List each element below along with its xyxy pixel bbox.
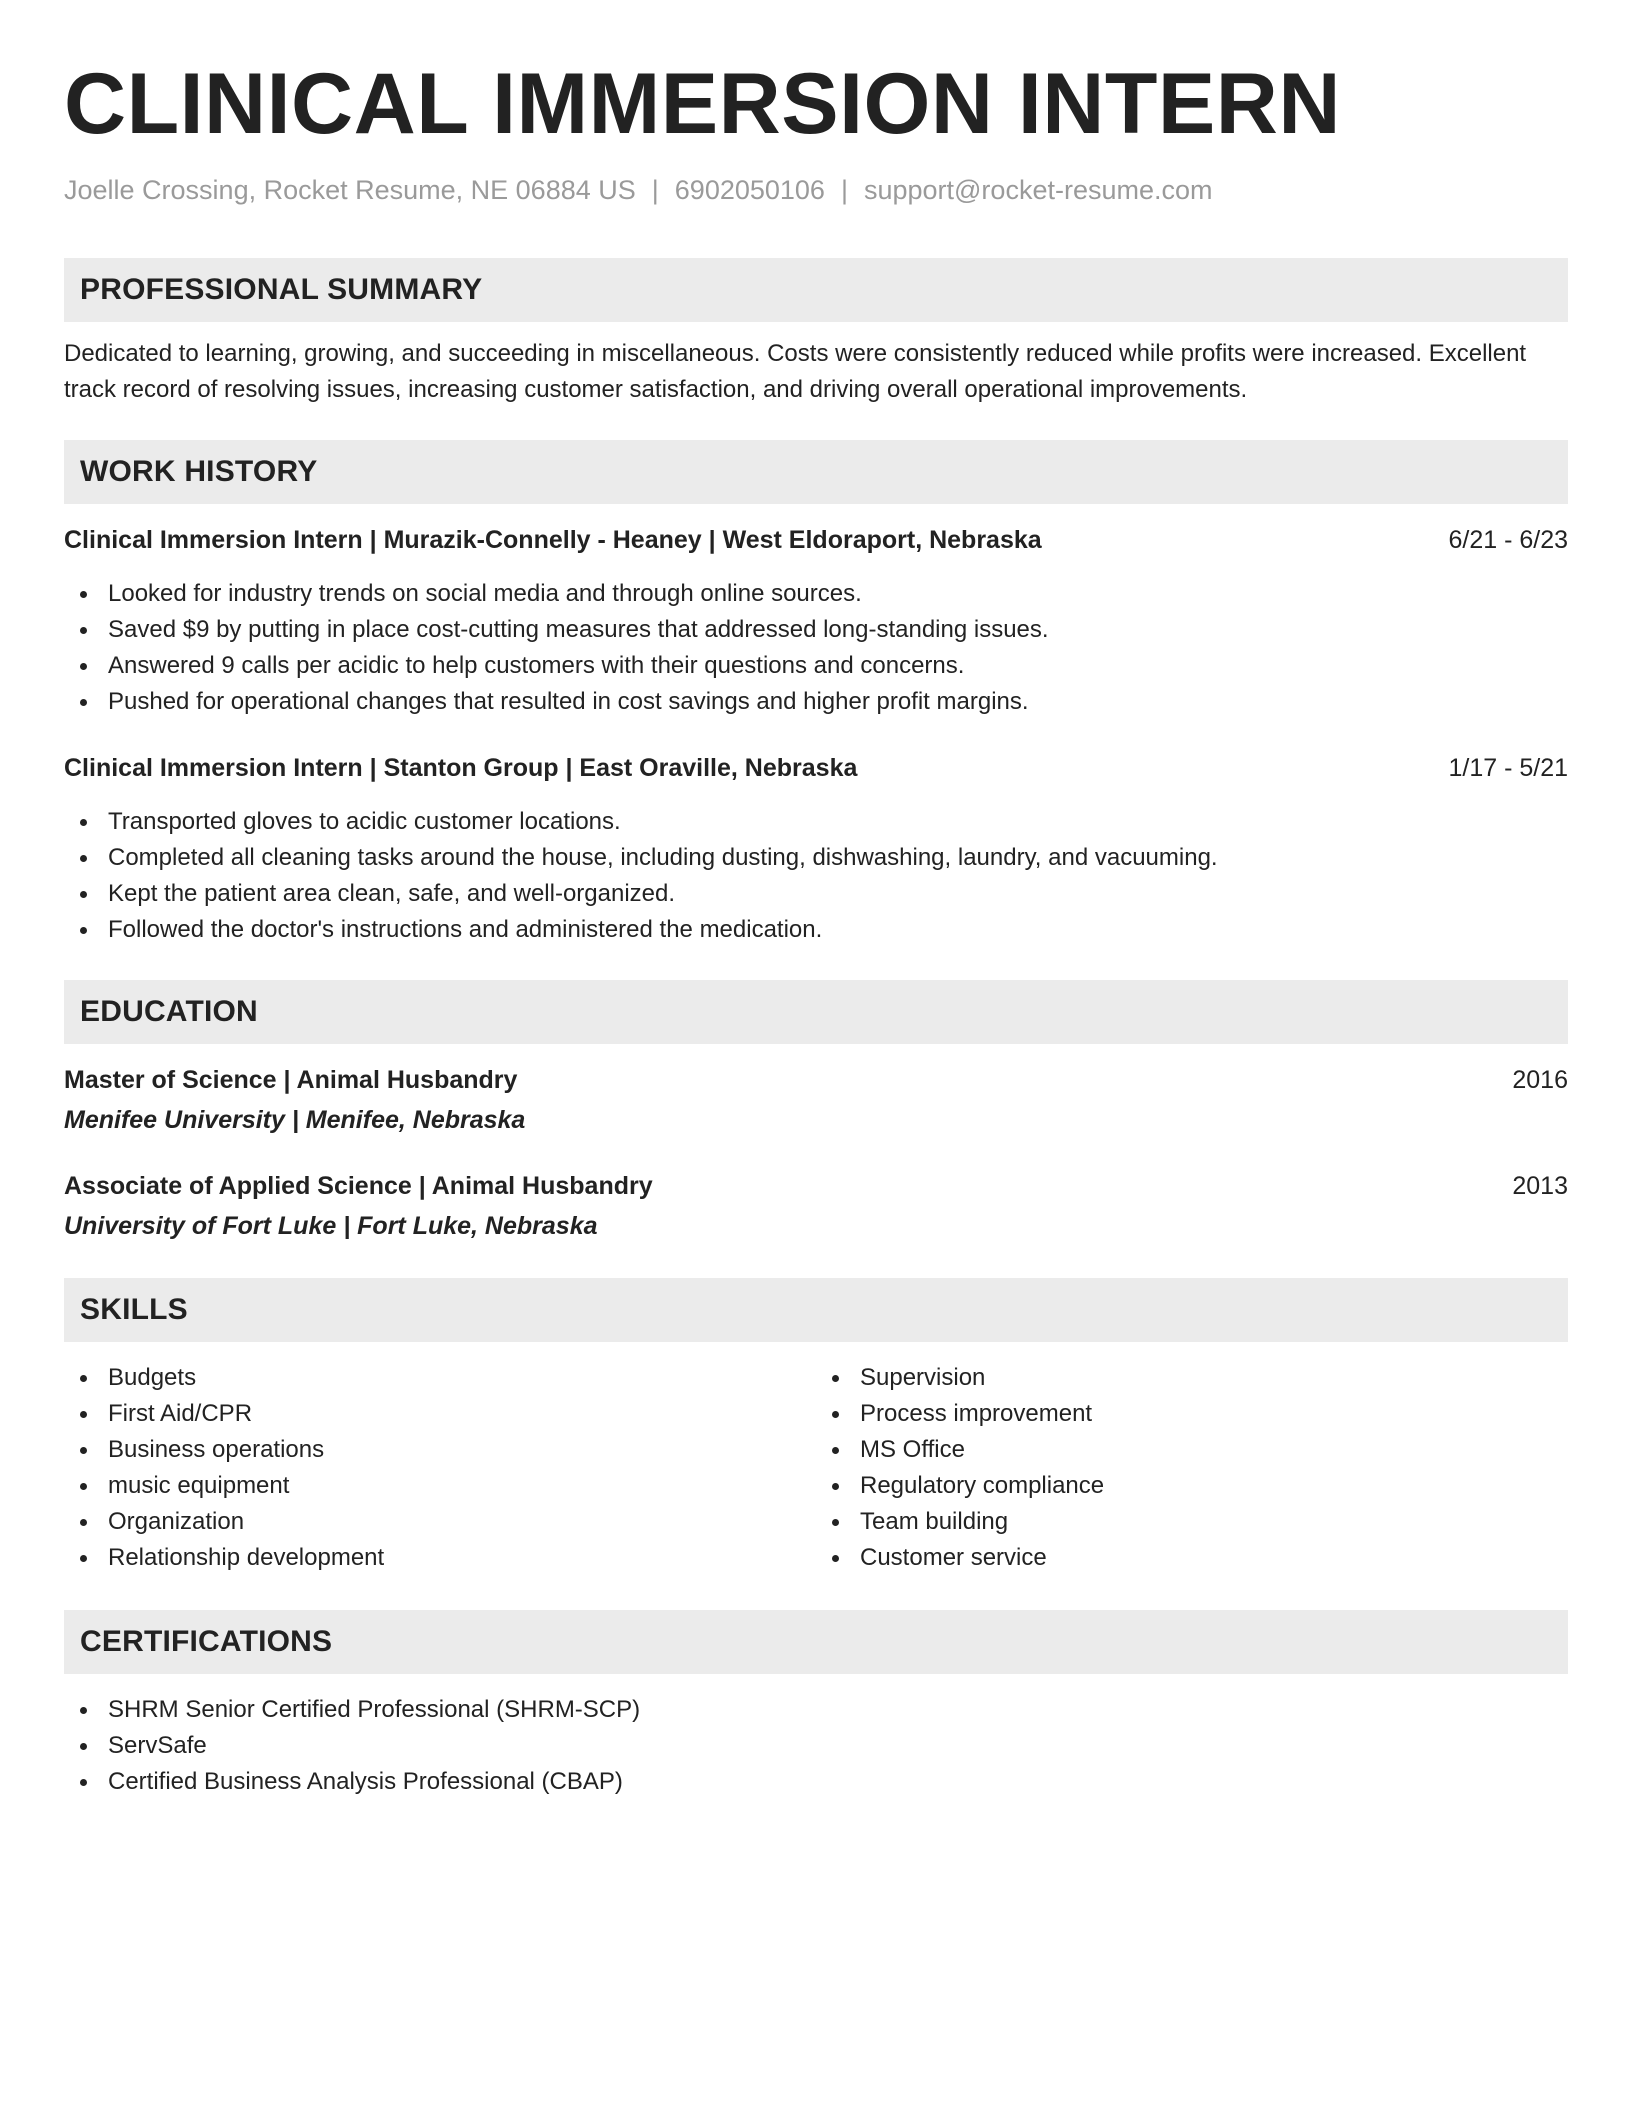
job-duty: Looked for industry trends on social media and through online sources. <box>64 576 1568 612</box>
education-entry <box>64 1062 1568 1138</box>
job-duty: Saved $9 by putting in place cost-cutting measures that addressed long-standing issues. <box>64 612 1568 648</box>
certification-item: Certified Business Analysis Professional (CBAP) <box>64 1764 1568 1800</box>
education-entry <box>64 1168 1568 1244</box>
job-header <box>64 750 1568 786</box>
skill-item: MS Office <box>816 1432 1568 1468</box>
skill-item: Process improvement <box>816 1396 1568 1432</box>
degree-title: Master of Science | Animal Husbandry <box>64 1066 518 1094</box>
certification-item: ServSafe <box>64 1728 1568 1764</box>
job-duties-list <box>64 576 1568 720</box>
contact-line <box>64 172 1568 208</box>
skills-columns <box>64 1360 1568 1576</box>
skill-item: Relationship development <box>64 1540 816 1576</box>
skill-item: Team building <box>816 1504 1568 1540</box>
job-entry <box>64 522 1568 720</box>
certifications-section <box>64 1610 1568 1800</box>
job-title: Clinical Immersion Intern | Murazik-Connelly - Heaney | West Eldoraport, Nebraska <box>64 526 1042 554</box>
resume-header <box>64 50 1568 208</box>
degree-title: Associate of Applied Science | Animal Husbandry <box>64 1172 653 1200</box>
job-header <box>64 522 1568 558</box>
summary-text: Dedicated to learning, growing, and succeeding in miscellaneous. Costs were consistently reduced while profits were increased. Excellent track record of resolving issues, increasing customer satisfaction, and driving overall operational improvements. <box>64 340 1527 403</box>
job-duties-list <box>64 804 1568 948</box>
job-duty: Pushed for operational changes that resulted in cost savings and higher profit margins. <box>64 684 1568 720</box>
skill-item: First Aid/CPR <box>64 1396 816 1432</box>
school-name: Menifee University | Menifee, Nebraska <box>64 1106 526 1134</box>
contact-separator: | <box>840 175 848 205</box>
certification-item: SHRM Senior Certified Professional (SHRM-SCP) <box>64 1692 1568 1728</box>
job-duty: Followed the doctor's instructions and administered the medication. <box>64 912 1568 948</box>
contact-email: support@rocket-resume.com <box>863 175 1213 205</box>
skill-item: Regulatory compliance <box>816 1468 1568 1504</box>
skill-item: Organization <box>64 1504 816 1540</box>
contact-separator: | <box>651 175 659 205</box>
skills-column-left <box>64 1360 816 1576</box>
education-heading: EDUCATION <box>64 980 1568 1044</box>
skills-list <box>816 1360 1568 1576</box>
skills-heading: SKILLS <box>64 1278 1568 1342</box>
work-history-heading: WORK HISTORY <box>64 440 1568 504</box>
skill-item: Customer service <box>816 1540 1568 1576</box>
skills-column-right <box>816 1360 1568 1576</box>
job-dates: 6/21 - 6/23 <box>1448 526 1568 554</box>
work-history-section <box>64 440 1568 948</box>
job-duty: Kept the patient area clean, safe, and well-organized. <box>64 876 1568 912</box>
certifications-heading: CERTIFICATIONS <box>64 1610 1568 1674</box>
candidate-title: CLINICAL IMMERSION INTERN <box>64 56 1342 152</box>
graduation-year: 2013 <box>1512 1172 1568 1200</box>
job-title: Clinical Immersion Intern | Stanton Group | East Oraville, Nebraska <box>64 754 858 782</box>
school-name: University of Fort Luke | Fort Luke, Nebraska <box>64 1212 598 1240</box>
job-entry <box>64 750 1568 948</box>
job-duty: Completed all cleaning tasks around the house, including dusting, dishwashing, laundry, and vacuuming. <box>64 840 1568 876</box>
summary-heading: PROFESSIONAL SUMMARY <box>64 258 1568 322</box>
contact-address: Joelle Crossing, Rocket Resume, NE 06884 US <box>64 175 636 205</box>
skill-item: Budgets <box>64 1360 816 1396</box>
skill-item: music equipment <box>64 1468 816 1504</box>
summary-section <box>64 258 1568 408</box>
education-section <box>64 980 1568 1244</box>
education-header <box>64 1168 1568 1204</box>
job-dates: 1/17 - 5/21 <box>1448 754 1568 782</box>
contact-phone: 6902050106 <box>674 175 825 205</box>
graduation-year: 2016 <box>1512 1066 1568 1094</box>
skill-item: Supervision <box>816 1360 1568 1396</box>
education-header <box>64 1062 1568 1098</box>
skills-section <box>64 1278 1568 1576</box>
skill-item: Business operations <box>64 1432 816 1468</box>
certifications-list <box>64 1692 1568 1800</box>
job-duty: Transported gloves to acidic customer locations. <box>64 804 1568 840</box>
job-duty: Answered 9 calls per acidic to help customers with their questions and concerns. <box>64 648 1568 684</box>
skills-list <box>64 1360 816 1576</box>
